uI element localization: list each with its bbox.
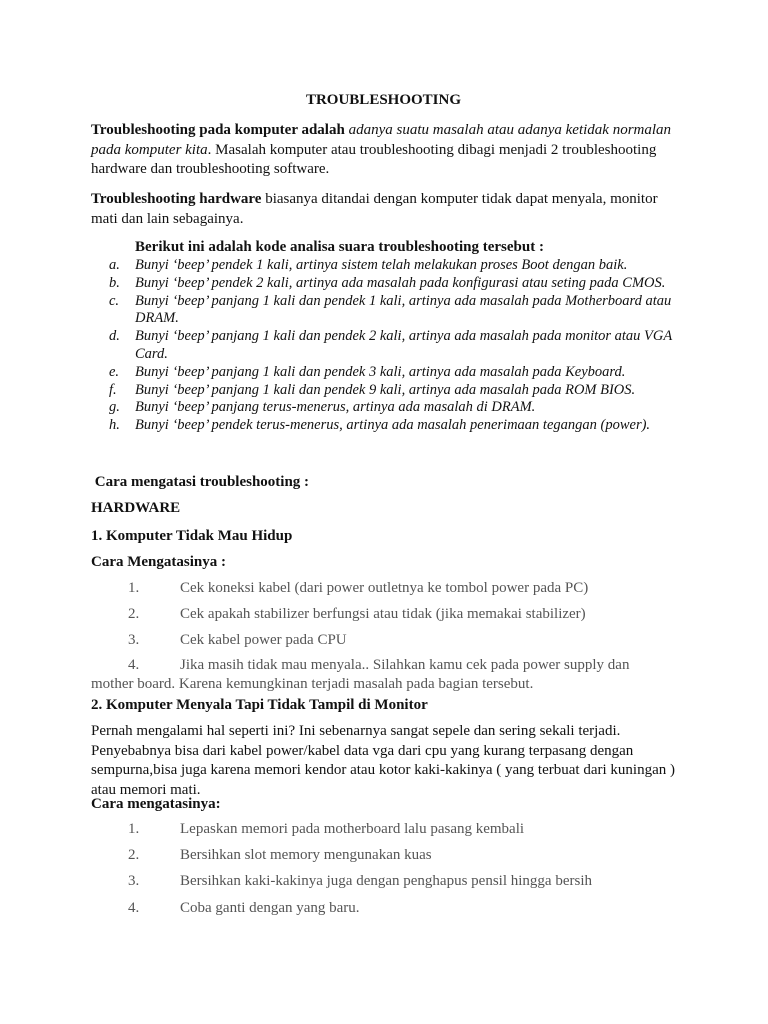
list-item [91, 275, 691, 293]
intro-rest: . Masalah komputer atau troubleshooting dibagi menjadi 2 troubleshooting hardware dan troubleshooting software. [91, 141, 657, 177]
list-item-text: Bunyi ‘beep’ panjang 1 kali dan pendek 9 kali, artinya ada masalah pada ROM BIOS. [135, 381, 636, 398]
list-item [128, 605, 688, 624]
step-number: 4. [128, 900, 140, 916]
section1-title: 1. Komputer Tidak Mau Hidup [91, 528, 293, 544]
step-number: 4. [128, 657, 140, 673]
list-marker: g. [109, 399, 120, 416]
intro-paragraph [91, 121, 681, 180]
list-marker: a. [109, 257, 120, 273]
document-title: TROUBLESHOOTING [305, 92, 462, 108]
step-text: Bersihkan kaki-kakinya juga dengan penghapus pensil hingga bersih [180, 873, 592, 889]
step-text: Cek apakah stabilizer berfungsi atau tidak (jika memakai stabilizer) [180, 606, 586, 622]
list-item [128, 656, 688, 675]
list-item-text: Bunyi ‘beep’ panjang 1 kali dan pendek 1 kali, artinya ada masalah pada Motherboard atau DRAM. [135, 292, 672, 327]
list-item [128, 631, 688, 650]
intro-bold: Troubleshooting pada komputer adalah [91, 122, 345, 138]
section2-subheading: Cara mengatasinya: [91, 796, 221, 812]
step-number: 1. [128, 580, 140, 596]
hardware-label: HARDWARE [91, 500, 181, 516]
hardware-intro-bold: Troubleshooting hardware [91, 191, 262, 207]
list-item [91, 328, 691, 364]
step-text: Cek koneksi kabel (dari power outletnya ke tombol power pada PC) [180, 580, 589, 596]
list-item-text: Bunyi ‘beep’ pendek terus-menerus, artinya ada masalah penerimaan tegangan (power). [135, 417, 651, 434]
list-item-text: Bunyi ‘beep’ pendek 1 kali, artinya sistem telah melakukan proses Boot dengan baik. [135, 257, 628, 273]
list-item-text: Bunyi ‘beep’ panjang 1 kali dan pendek 3 kali, artinya ada masalah pada Keyboard. [135, 363, 626, 380]
list-marker: f. [109, 381, 117, 398]
list-item [128, 579, 688, 598]
hardware-intro-paragraph [91, 190, 681, 229]
beep-codes-list [91, 257, 691, 435]
list-item-text: Bunyi ‘beep’ panjang terus-menerus, artinya ada masalah di DRAM. [135, 399, 536, 416]
list-item [128, 899, 688, 918]
step-number: 2. [128, 847, 140, 863]
list-item [128, 872, 688, 891]
hardware-intro-rest: biasanya ditandai dengan komputer tidak dapat menyala, monitor mati dan lain sebagainya. [91, 191, 658, 227]
list-item [91, 293, 691, 329]
step-text: Lepaskan memori pada motherboard lalu pasang kembali [180, 821, 525, 837]
list-marker: b. [109, 274, 120, 291]
step-number: 2. [128, 606, 140, 622]
step-number: 1. [128, 821, 140, 837]
intro-italic: adanya suatu masalah atau adanya ketidak normalan pada komputer kita [91, 122, 672, 158]
list-marker: h. [109, 417, 120, 434]
section2-paragraph: Pernah mengalami hal seperti ini? Ini sebenarnya sangat sepele dan sering sekali terjadi. Penyebabnya bisa dari kabel power/kabel data vga dari cpu yang kurang terpasang dengan sempurna,bisa juga karena memori kendor atau kotor kaki-kakinya ( yang terbuat dari kuningan ) atau memori mati. [91, 723, 675, 798]
step-number: 3. [128, 873, 140, 889]
step-text: Jika masih tidak mau menyala.. Silahkan kamu cek pada power supply dan [180, 657, 630, 673]
list-item [91, 417, 691, 435]
list-item [91, 364, 691, 382]
step-text: Cek kabel power pada CPU [180, 632, 347, 648]
cara-heading: Cara mengatasi troubleshooting : [91, 474, 310, 490]
list-item-text: Bunyi ‘beep’ panjang 1 kali dan pendek 2 kali, artinya ada masalah pada monitor atau VGA Card. [135, 328, 672, 362]
list-marker: d. [109, 328, 120, 345]
codes-heading: Berikut ini adalah kode analisa suara troubleshooting tersebut : [135, 239, 544, 255]
section2-title: 2. Komputer Menyala Tapi Tidak Tampil di Monitor [91, 697, 428, 713]
list-item [91, 399, 691, 417]
step-number: 3. [128, 632, 140, 648]
step-text: Bersihkan slot memory mengunakan kuas [180, 847, 432, 863]
step-continuation: mother board. Karena kemungkinan terjadi masalah pada bagian tersebut. [91, 676, 534, 692]
list-item [128, 820, 688, 839]
list-marker: e. [109, 363, 120, 380]
list-item [91, 382, 691, 400]
list-item [91, 257, 691, 275]
list-item-text: Bunyi ‘beep’ pendek 2 kali, artinya ada masalah pada konfigurasi atau seting pada CMOS. [135, 274, 666, 291]
section1-subheading: Cara Mengatasinya : [91, 554, 226, 570]
step-text: Coba ganti dengan yang baru. [180, 900, 360, 916]
list-item [128, 846, 688, 865]
list-marker: c. [109, 292, 120, 309]
